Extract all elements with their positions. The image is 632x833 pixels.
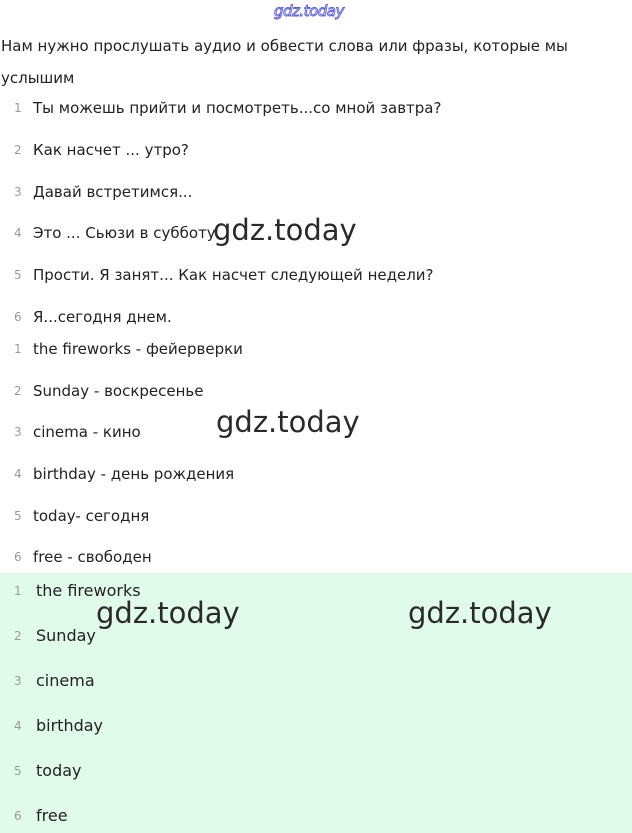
item-number: 4 xyxy=(14,467,22,481)
item-text: Как насчет ... утро? xyxy=(33,141,189,159)
item-text: cinema xyxy=(36,671,95,690)
item-text: Прости. Я занят... Как насчет следующей недели? xyxy=(33,266,434,284)
item-text: Ты можешь прийти и посмотреть...со мной завтра? xyxy=(33,99,442,117)
item-text: Sunday - воскресенье xyxy=(33,382,204,400)
item-number: 5 xyxy=(14,268,22,282)
item-number: 3 xyxy=(14,674,22,688)
item-number: 1 xyxy=(14,101,22,115)
watermark: gdz.today xyxy=(213,213,357,247)
item-text: free xyxy=(36,806,68,825)
item-text: birthday xyxy=(36,716,104,735)
item-number: 4 xyxy=(14,719,22,733)
item-number: 3 xyxy=(14,425,22,439)
watermark: gdz.today xyxy=(216,405,360,439)
item-number: 5 xyxy=(14,764,22,778)
item-text: the fireworks xyxy=(36,581,141,600)
item-text: birthday - день рождения xyxy=(33,465,235,483)
item-number: 3 xyxy=(14,185,22,199)
item-text: the fireworks - фейерверки xyxy=(33,340,243,358)
item-text: cinema - кино xyxy=(33,423,141,441)
item-number: 1 xyxy=(14,584,22,598)
item-number: 4 xyxy=(14,226,22,240)
item-number: 2 xyxy=(14,384,22,398)
item-number: 6 xyxy=(14,809,22,823)
site-logo: gdz.today xyxy=(274,2,344,20)
watermark: gdz.today xyxy=(96,596,240,630)
task-instruction: Нам нужно прослушать аудио и обвести слова или фразы, которые мы услышим xyxy=(1,37,568,87)
item-text: Я...сегодня днем. xyxy=(33,308,172,326)
item-number: 2 xyxy=(14,143,22,157)
item-text: today xyxy=(36,761,82,780)
item-number: 6 xyxy=(14,550,22,564)
item-number: 1 xyxy=(14,342,22,356)
item-text: Давай встретимся... xyxy=(33,183,193,201)
item-text: Sunday xyxy=(36,626,96,645)
item-text: free - свободен xyxy=(33,548,152,566)
watermark: gdz.today xyxy=(408,596,552,630)
item-text: today- сегодня xyxy=(33,507,150,525)
item-text: Это ... Сьюзи в субботу. xyxy=(33,224,221,242)
item-number: 5 xyxy=(14,509,22,523)
item-number: 6 xyxy=(14,310,22,324)
item-number: 2 xyxy=(14,629,22,643)
